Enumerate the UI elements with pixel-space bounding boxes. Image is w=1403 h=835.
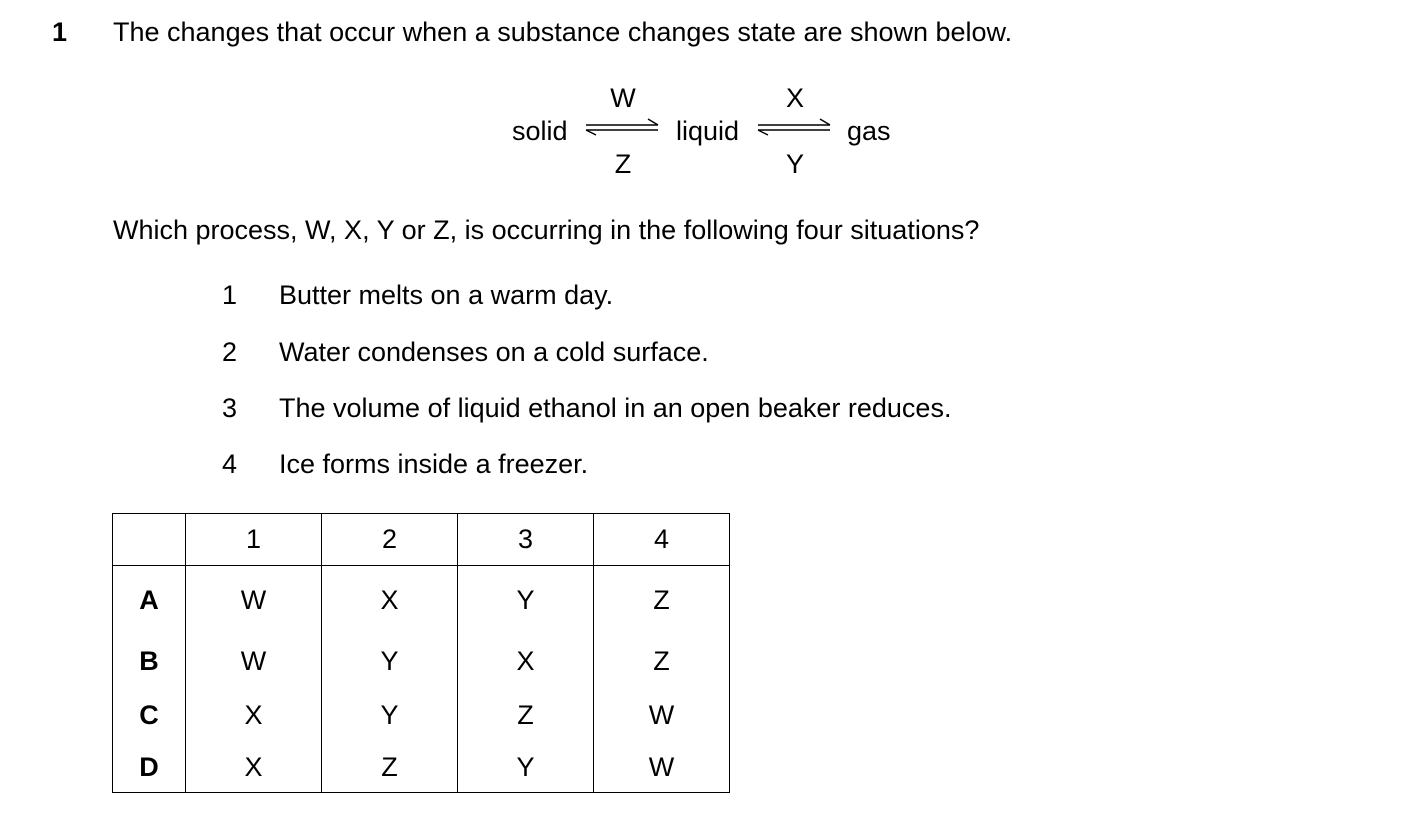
table-cell: X [458, 634, 594, 688]
option-letter[interactable]: A [113, 566, 186, 635]
table-cell: Z [594, 634, 730, 688]
process-z-label: Z [614, 149, 632, 179]
table-cell: Z [458, 688, 594, 742]
situation-text: Water condenses on a cold surface. [279, 337, 709, 367]
table-header-cell: 2 [322, 514, 458, 566]
table-header-cell [113, 514, 186, 566]
table-cell: Z [322, 742, 458, 793]
table-cell: W [186, 634, 322, 688]
situation-number: 2 [222, 337, 238, 367]
option-letter[interactable]: B [113, 634, 186, 688]
question-number: 1 [52, 17, 68, 47]
table-cell: X [186, 742, 322, 793]
process-w-label: W [610, 83, 636, 113]
process-y-label: Y [785, 149, 804, 179]
equilibrium-arrow-liquid-gas [756, 118, 834, 136]
table-header-cell: 1 [186, 514, 322, 566]
table-cell: W [186, 566, 322, 635]
option-row-a[interactable] [113, 566, 730, 635]
table-cell: Y [322, 634, 458, 688]
table-cell: Y [322, 688, 458, 742]
situation-text: Ice forms inside a freezer. [279, 449, 589, 479]
gas-label: gas [847, 116, 891, 146]
liquid-label: liquid [676, 116, 740, 146]
situation-text: The volume of liquid ethanol in an open beaker reduces. [279, 393, 952, 423]
solid-label: solid [512, 116, 568, 146]
situation-number: 1 [222, 280, 238, 310]
table-header-row [113, 514, 730, 566]
situation-number: 3 [222, 393, 238, 423]
table-cell: W [594, 688, 730, 742]
option-row-b[interactable] [113, 634, 730, 688]
table-cell: W [594, 742, 730, 793]
table-cell: Y [458, 566, 594, 635]
table-cell: X [186, 688, 322, 742]
option-letter[interactable]: D [113, 742, 186, 793]
table-cell: X [322, 566, 458, 635]
option-row-c[interactable] [113, 688, 730, 742]
table-cell: Y [458, 742, 594, 793]
equilibrium-arrow-solid-liquid [584, 118, 662, 136]
table-cell: Z [594, 566, 730, 635]
situation-text: Butter melts on a warm day. [279, 280, 614, 310]
process-x-label: X [785, 83, 804, 113]
option-letter[interactable]: C [113, 688, 186, 742]
question-prompt: Which process, W, X, Y or Z, is occurring in the following four situations? [113, 215, 980, 245]
option-row-d[interactable] [113, 742, 730, 793]
answer-options-table [112, 513, 730, 793]
question-stem: The changes that occur when a substance changes state are shown below. [113, 17, 1013, 47]
table-header-cell: 3 [458, 514, 594, 566]
situation-number: 4 [222, 449, 238, 479]
table-header-cell: 4 [594, 514, 730, 566]
